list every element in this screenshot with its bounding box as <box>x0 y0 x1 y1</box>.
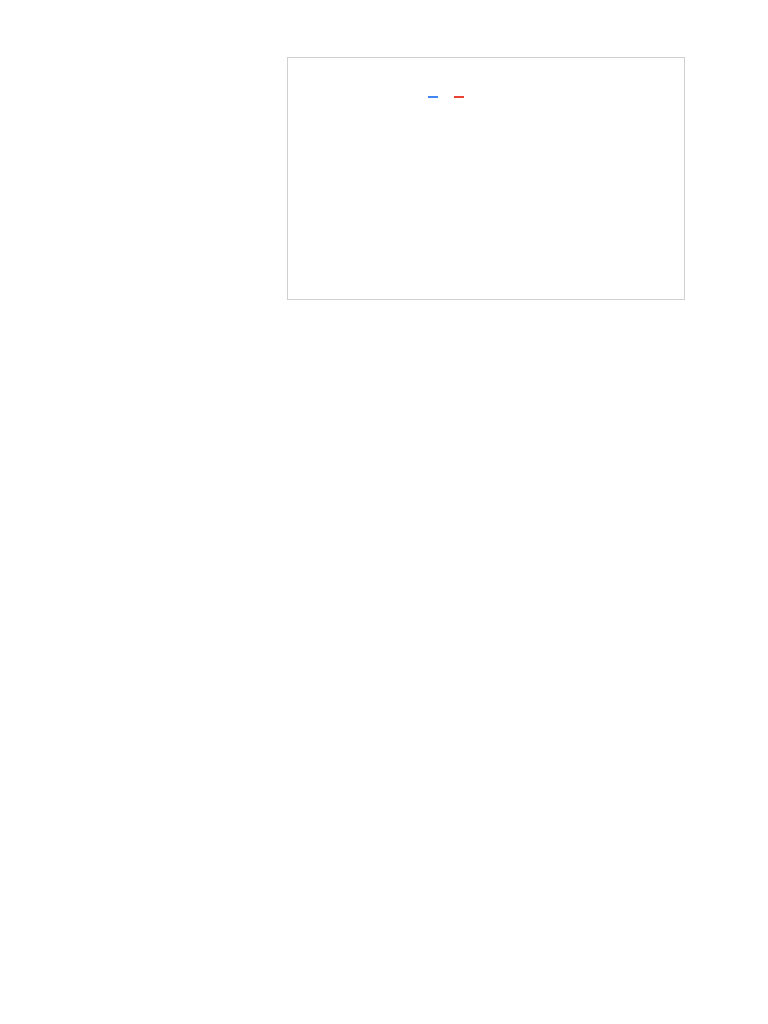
chart-plot-area <box>288 58 684 299</box>
legend-item-rabbits <box>428 94 442 101</box>
legend-item-wolves <box>454 94 468 101</box>
chart[interactable] <box>287 57 685 300</box>
chart-legend <box>428 94 468 101</box>
